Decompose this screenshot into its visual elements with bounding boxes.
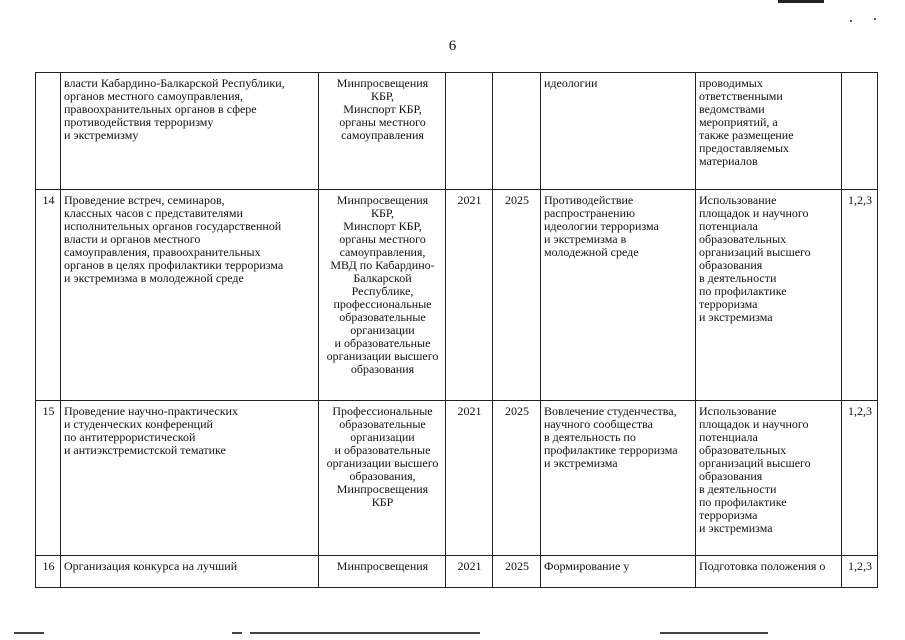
executors-cell xyxy=(319,190,446,401)
cell-text-line: образовательных xyxy=(699,443,787,457)
cell-text-line: Использование xyxy=(699,193,777,207)
cell-text-line: самоуправления, правоохранительных xyxy=(64,245,261,259)
cell-text-line: и экстремизма xyxy=(699,521,773,535)
cell-text-line: органы местного xyxy=(339,232,426,246)
scan-mark-top-right xyxy=(778,0,824,3)
activity-name-cell xyxy=(61,190,319,401)
cell-text-line: Минспорт КБР, xyxy=(343,219,422,233)
cell-text-line: организации xyxy=(350,430,415,444)
scan-edge-rule xyxy=(660,632,768,634)
cell-text-line: Балкарской xyxy=(353,271,412,285)
row-number-cell: 16 xyxy=(36,556,61,588)
cell-text-line: противодействия терроризму xyxy=(64,115,214,129)
cell-text-line: площадок и научного xyxy=(699,206,809,220)
cell-text-line: профессиональные xyxy=(333,297,432,311)
cell-text-line: научного сообщества xyxy=(544,417,653,431)
cell-text-line: ответственными xyxy=(699,89,783,103)
end-year-cell xyxy=(493,73,541,190)
result-cell xyxy=(696,401,842,556)
cell-text-line: организаций высшего xyxy=(699,245,811,259)
tasks-cell: 1,2,3 xyxy=(842,401,878,556)
cell-text-line: предоставляемых xyxy=(699,141,790,155)
result-cell xyxy=(696,190,842,401)
table-body xyxy=(36,73,878,588)
start-year-cell xyxy=(446,73,493,190)
cell-text-line: власти Кабардино-Балкарской Республики, xyxy=(64,76,285,90)
cell-text-line: самоуправления, xyxy=(339,245,426,259)
row-number-cell: 14 xyxy=(36,190,61,401)
cell-text-line: Минпросвещения xyxy=(336,76,429,90)
cell-text-line: и антиэкстремистской тематике xyxy=(64,443,226,457)
cell-text-line: образования xyxy=(699,469,763,483)
scan-edge-rule xyxy=(250,632,480,634)
cell-text-line: Профессиональные xyxy=(332,404,433,418)
cell-text-line: проводимых xyxy=(699,76,763,90)
cell-text-line: и экстремизма xyxy=(544,456,618,470)
page-number: 6 xyxy=(448,38,457,54)
cell-text-line: Формирование у xyxy=(544,559,630,573)
activity-name-cell xyxy=(61,556,319,588)
cell-text-line: и студенческих конференций xyxy=(64,417,213,431)
tasks-cell xyxy=(842,73,878,190)
activity-name-cell xyxy=(61,73,319,190)
cell-text-line: исполнительных органов государственной xyxy=(64,219,282,233)
cell-text-line: и экстремизма xyxy=(699,310,773,324)
executors-cell xyxy=(319,73,446,190)
activity-name-cell xyxy=(61,401,319,556)
cell-text-line: и экстремизма в xyxy=(544,232,627,246)
result-cell xyxy=(696,556,842,588)
end-year-cell: 2025 xyxy=(493,401,541,556)
table-row xyxy=(36,556,878,588)
cell-text-line: Проведение встреч, семинаров, xyxy=(64,193,225,207)
cell-text-line: правоохранительных органов в сфере xyxy=(64,102,257,116)
cell-text-line: ведомствами xyxy=(699,102,765,116)
cell-text-line: Противодействие xyxy=(544,193,634,207)
table-row xyxy=(36,190,878,401)
cell-text-line: Организация конкурса на лучший xyxy=(64,559,238,573)
cell-text-line: по профилактике xyxy=(699,284,787,298)
cell-text-line: потенциала xyxy=(699,430,758,444)
row-number-cell: 15 xyxy=(36,401,61,556)
start-year-cell: 2021 xyxy=(446,401,493,556)
cell-text-line: организации высшего xyxy=(326,349,439,363)
executors-cell xyxy=(319,401,446,556)
table-row xyxy=(36,401,878,556)
cell-text-line: в деятельности xyxy=(699,482,777,496)
end-year-cell: 2025 xyxy=(493,190,541,401)
cell-text-line: идеологии терроризма xyxy=(544,219,659,233)
cell-text-line: по антитеррористической xyxy=(64,430,196,444)
scan-dot xyxy=(874,18,876,20)
cell-text-line: и экстремизму xyxy=(64,128,139,142)
cell-text-line: образования, xyxy=(349,469,416,483)
cell-text-line: КБР, xyxy=(370,206,395,220)
cell-text-line: площадок и научного xyxy=(699,417,809,431)
table-row xyxy=(36,73,878,190)
cell-text-line: МВД по Кабардино- xyxy=(330,258,435,272)
cell-text-line: мероприятий, а xyxy=(699,115,778,129)
cell-text-line: и образовательные xyxy=(334,443,431,457)
executors-cell xyxy=(319,556,446,588)
cell-text-line: организаций высшего xyxy=(699,456,811,470)
cell-text-line: власти и органов местного xyxy=(64,232,201,246)
start-year-cell: 2021 xyxy=(446,556,493,588)
cell-text-line: образования xyxy=(350,362,415,376)
cell-text-line: классных часов с представителями xyxy=(64,206,243,220)
cell-text-line: Минспорт КБР, xyxy=(343,102,422,116)
cell-text-line: Республике, xyxy=(351,284,414,298)
end-year-cell: 2025 xyxy=(493,556,541,588)
cell-text-line: самоуправления xyxy=(341,128,424,142)
tasks-cell: 1,2,3 xyxy=(842,556,878,588)
cell-text-line: терроризма xyxy=(699,297,758,311)
cell-text-line: Вовлечение студенчества, xyxy=(544,404,677,418)
cell-text-line: профилактике терроризма xyxy=(544,443,678,457)
cell-text-line: организации xyxy=(350,323,415,337)
scan-edge-rule xyxy=(14,632,44,634)
cell-text-line: также размещение xyxy=(699,128,794,142)
cell-text-line: Использование xyxy=(699,404,777,418)
cell-text-line: распространению xyxy=(544,206,635,220)
cell-text-line: и экстремизма в молодежной среде xyxy=(64,271,244,285)
cell-text-line: Минпросвещения xyxy=(336,559,429,573)
plan-table xyxy=(35,72,878,588)
cell-text-line: идеологии xyxy=(544,76,598,90)
cell-text-line: органов в целях профилактики терроризма xyxy=(64,258,284,272)
start-year-cell: 2021 xyxy=(446,190,493,401)
goal-cell xyxy=(541,556,696,588)
cell-text-line: КБР, xyxy=(370,89,395,103)
cell-text-line: материалов xyxy=(699,154,758,168)
scan-dot xyxy=(850,20,852,22)
cell-text-line: Минпросвещения xyxy=(336,482,429,496)
cell-text-line: образовательные xyxy=(339,310,426,324)
cell-text-line: органов местного самоуправления, xyxy=(64,89,244,103)
cell-text-line: организации высшего xyxy=(326,456,439,470)
tasks-cell: 1,2,3 xyxy=(842,190,878,401)
scan-edge-rule xyxy=(232,632,242,634)
cell-text-line: и образовательные xyxy=(334,336,431,350)
goal-cell xyxy=(541,73,696,190)
cell-text-line: в деятельности xyxy=(699,271,777,285)
cell-text-line: Проведение научно-практических xyxy=(64,404,238,418)
goal-cell xyxy=(541,401,696,556)
cell-text-line: молодежной среде xyxy=(544,245,639,259)
cell-text-line: образовательные xyxy=(339,417,426,431)
cell-text-line: в деятельность по xyxy=(544,430,636,444)
goal-cell xyxy=(541,190,696,401)
cell-text-line: по профилактике xyxy=(699,495,787,509)
cell-text-line: органы местного xyxy=(339,115,426,129)
cell-text-line: КБР xyxy=(371,495,394,509)
cell-text-line: Минпросвещения xyxy=(336,193,429,207)
cell-text-line: терроризма xyxy=(699,508,758,522)
cell-text-line: потенциала xyxy=(699,219,758,233)
cell-text-line: образования xyxy=(699,258,763,272)
cell-text-line: Подготовка положения о xyxy=(699,559,826,573)
cell-text-line: образовательных xyxy=(699,232,787,246)
result-cell xyxy=(696,73,842,190)
row-number-cell xyxy=(36,73,61,190)
